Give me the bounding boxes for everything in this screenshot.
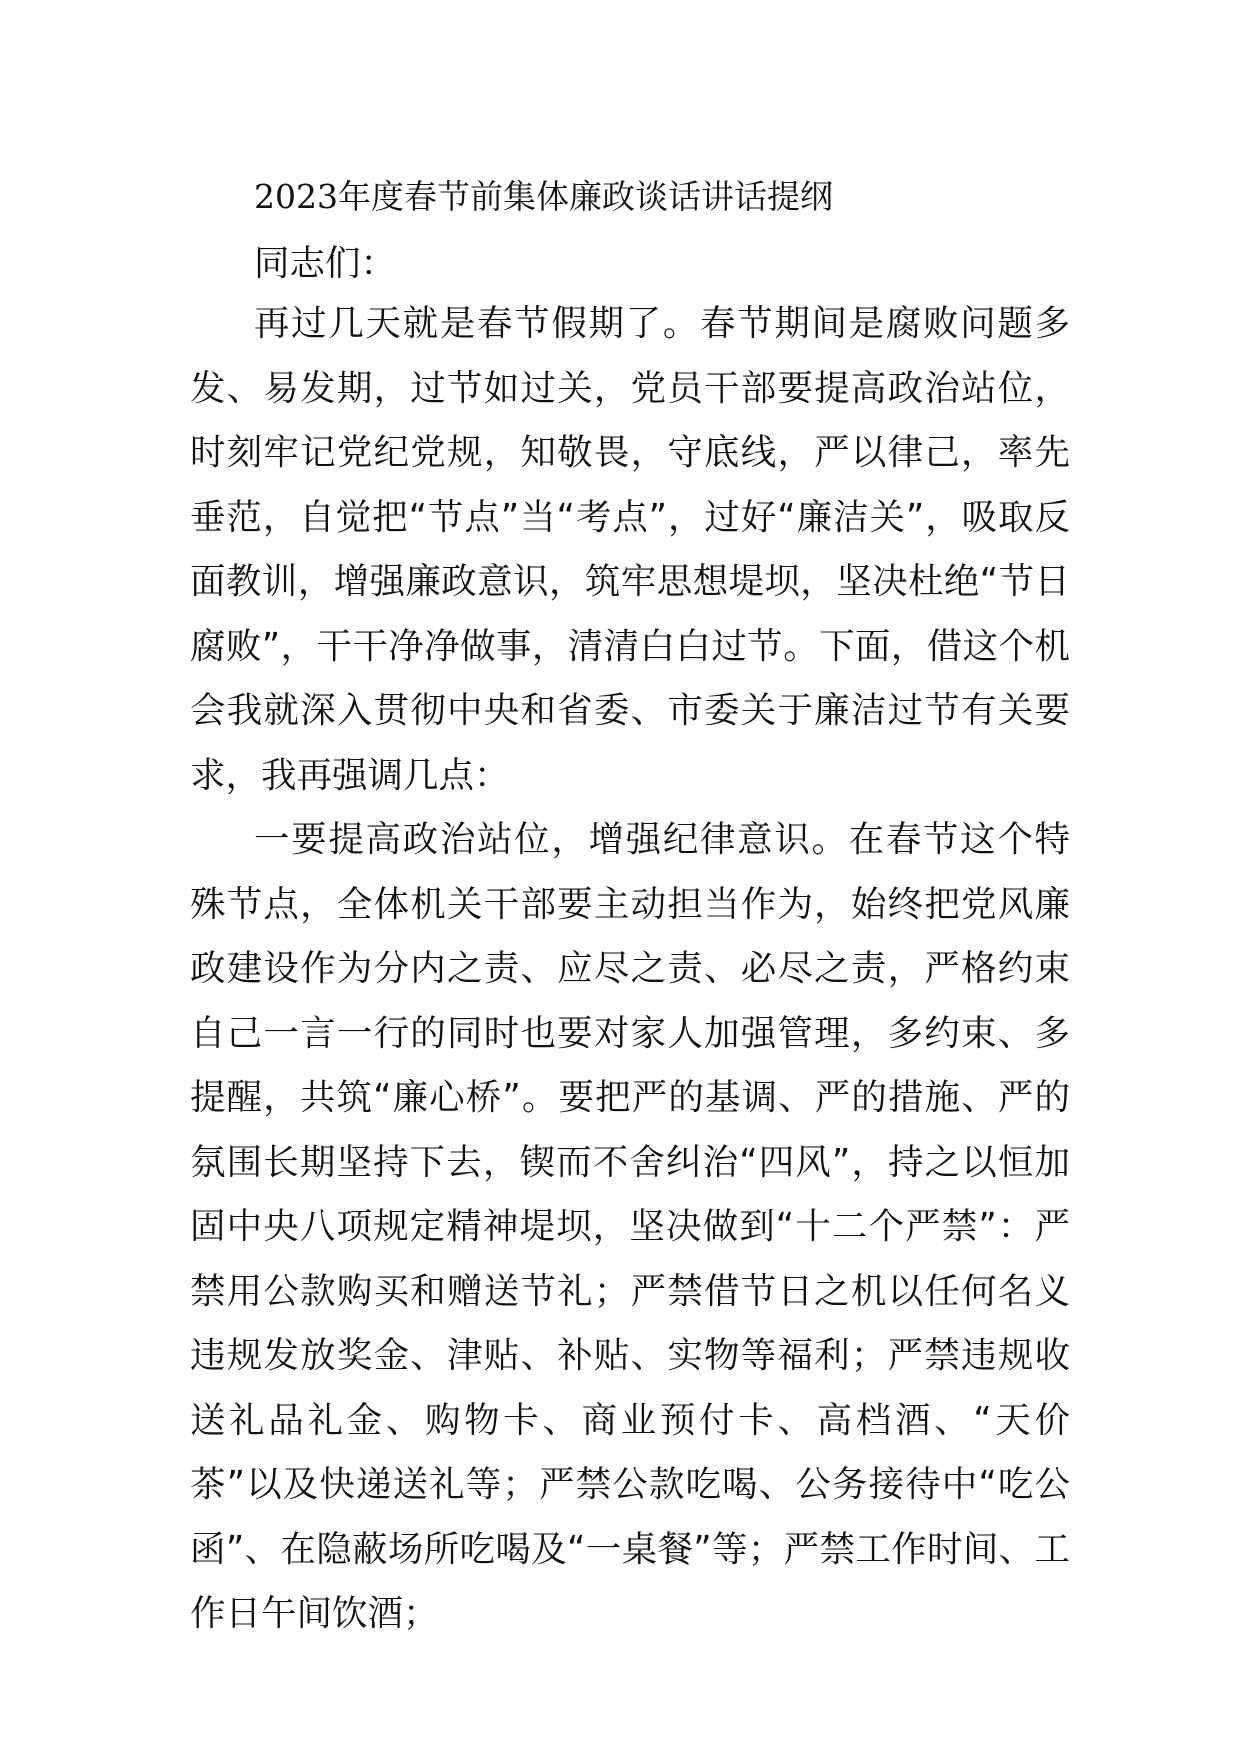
greeting: 同志们： (254, 243, 397, 284)
paragraph-point-one: 一要提高政治站位，增强纪律意识。在春节这个特殊节点，全体机关干部要主动担当作为，始终把党风廉政建设作为分内之责、应尽之责、必尽之责，严格约束自己一言一行的同时也要对家人加强管理，多约束、多提醒，共筑“廉心桥”。要把严的基调、严的措施、严的氛围长期坚持下去，锲而不舍纠治“四风”，持之以恒加固中央八项规定精神堤坝，坚决做到“十二个严禁”：严禁用公款购买和赠送节礼；严禁借节日之机以任何名义违规发放奖金、津贴、补贴、实物等福利；严禁违规收送礼品礼金、购物卡、商业预付卡、高档酒、“天价茶”以及快递送礼等；严禁公款吃喝、公务接待中“吃公函”、在隐蔽场所吃喝及“一桌餐”等；严禁工作时间、工作日午间饮酒； (190, 819, 1070, 1634)
paragraph-intro: 再过几天就是春节假期了。春节期间是腐败问题多发、易发期，过节如过关，党员干部要提高政治站位，时刻牢记党纪党规，知敬畏，守底线，严以律己，率先垂范，自觉把“节点”当“考点”，过好“廉洁关”，吸取反面教训，增强廉政意识，筑牢思想堤坝，坚决杜绝“节日腐败”，干干净净做事，清清白白过节。下面，借这个机会我就深入贯彻中央和省委、市委关于廉洁过节有关要求，我再强调几点： (190, 303, 1070, 796)
document-title: 2023年度春节前集体廉政谈话讲话提纲 (254, 177, 833, 216)
